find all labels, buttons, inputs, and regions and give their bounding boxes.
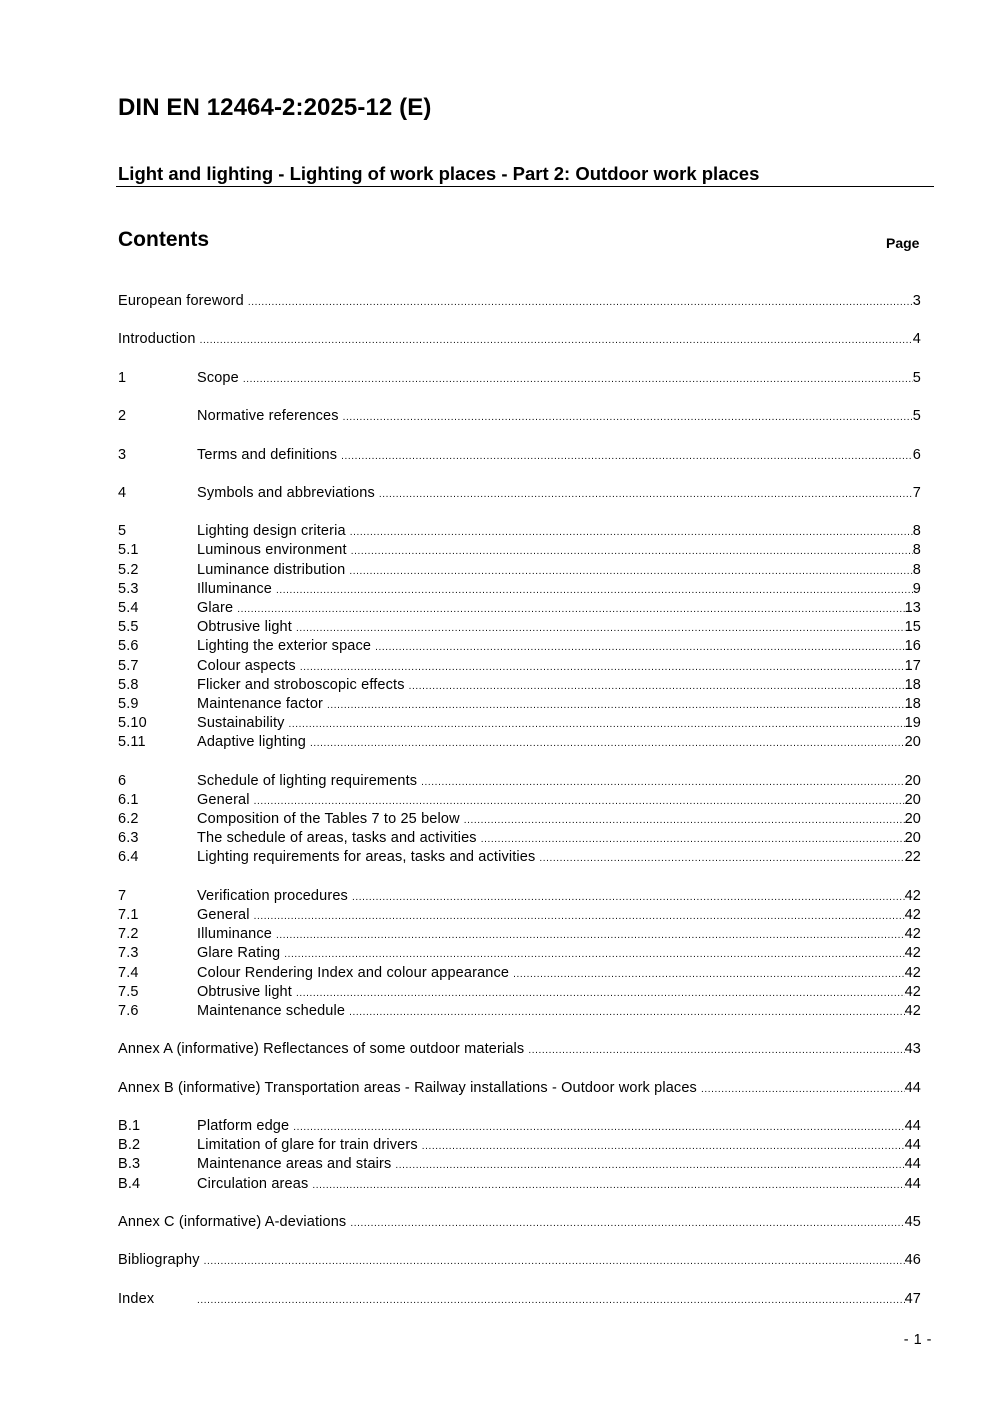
toc-entry-page: 13 — [904, 600, 921, 616]
toc-entry-title: Platform edge — [197, 1118, 290, 1135]
toc-entry-page: 15 — [904, 619, 921, 636]
toc-dot-leader — [312, 1176, 904, 1194]
toc-entry-page: 47 — [904, 1290, 921, 1307]
toc-entry[interactable] — [118, 561, 921, 580]
toc-entry-title: Schedule of lighting requirements — [197, 772, 418, 789]
toc-entry[interactable] — [118, 1251, 921, 1270]
toc-entry[interactable] — [118, 1175, 921, 1194]
toc-entry[interactable] — [118, 541, 921, 560]
toc-dot-leader — [352, 888, 905, 906]
toc-entry[interactable] — [118, 810, 921, 829]
toc-entry-page: 44 — [904, 1118, 921, 1135]
toc-entry-number: B.2 — [118, 1137, 141, 1154]
toc-entry-number: 6.4 — [118, 849, 139, 866]
toc-entry-title: Composition of the Tables 7 to 25 below — [197, 811, 460, 828]
toc-entry-page: 46 — [904, 1252, 921, 1269]
toc-entry[interactable] — [118, 1079, 921, 1098]
toc-entry-page: 8 — [912, 561, 921, 578]
toc-entry[interactable] — [118, 772, 921, 791]
toc-entry-number: 5.6 — [118, 638, 139, 655]
toc-dot-leader — [701, 1080, 905, 1098]
toc-entry-page: 20 — [904, 772, 921, 789]
toc-entry-page: 8 — [912, 523, 921, 540]
toc-dot-leader — [310, 734, 905, 752]
toc-entry-number: 6 — [118, 772, 127, 789]
toc-entry-title: Terms and definitions — [197, 446, 338, 463]
toc-entry-title: Flicker and stroboscopic effects — [197, 676, 405, 693]
toc-dot-leader — [254, 792, 905, 810]
toc-entry-title: Verification procedures — [197, 887, 348, 904]
toc-entry-page: 44 — [904, 1175, 921, 1192]
toc-entry-number: 7.1 — [118, 907, 139, 923]
toc-entry-page: 19 — [904, 715, 921, 732]
toc-entry-page: 42 — [904, 926, 921, 943]
toc-entry[interactable] — [118, 637, 921, 656]
toc-dot-leader — [481, 830, 905, 848]
toc-entry-number: 7.4 — [118, 964, 139, 981]
toc-entry-title: Glare — [197, 600, 234, 616]
toc-dot-leader — [379, 485, 913, 503]
toc-entry-page: 20 — [904, 734, 921, 751]
toc-entry[interactable] — [118, 330, 921, 349]
toc-entry[interactable] — [118, 925, 921, 944]
toc-entry-page: 3 — [912, 293, 921, 309]
toc-entry-title: General — [197, 907, 250, 923]
toc-entry-title: Scope — [197, 369, 239, 386]
toc-dot-leader — [293, 1118, 904, 1136]
toc-entry-page: 44 — [904, 1079, 921, 1096]
toc-entry-number: 5.7 — [118, 657, 139, 674]
toc-dot-leader — [296, 984, 905, 1002]
toc-entry-page: 20 — [904, 791, 921, 808]
toc-entry[interactable] — [118, 944, 921, 963]
toc-entry[interactable] — [118, 733, 921, 752]
toc-entry-title: Introduction — [118, 331, 196, 348]
toc-dot-leader — [351, 542, 913, 560]
toc-dot-leader — [197, 1291, 905, 1309]
toc-entry-page: 42 — [904, 964, 921, 981]
toc-entry-title: Bibliography — [118, 1252, 200, 1269]
toc-dot-leader — [513, 965, 904, 983]
toc-entry[interactable] — [118, 887, 921, 906]
toc-entry-page: 42 — [904, 945, 921, 962]
toc-entry-page: 8 — [912, 542, 921, 559]
toc-dot-leader — [422, 1137, 905, 1155]
toc-entry-page: 18 — [904, 695, 921, 712]
toc-entry-page: 7 — [912, 484, 921, 501]
toc-entry-page: 9 — [912, 580, 921, 597]
page-number: - 1 - — [903, 1332, 932, 1348]
toc-entry[interactable] — [118, 446, 921, 465]
toc-entry-title: Colour Rendering Index and colour appearance — [197, 964, 510, 981]
toc-entry-number: 5.3 — [118, 580, 139, 597]
toc-entry-title: Obtrusive light — [197, 983, 292, 1000]
toc-dot-leader — [375, 638, 904, 656]
toc-entry-title: Adaptive lighting — [197, 734, 306, 751]
toc-entry[interactable] — [118, 695, 921, 714]
toc-entry[interactable] — [118, 1002, 921, 1021]
toc-dot-leader — [243, 370, 913, 388]
toc-entry-page: 17 — [904, 657, 921, 674]
toc-entry-title: Luminance distribution — [197, 561, 346, 578]
toc-entry[interactable] — [118, 1040, 921, 1059]
toc-entry[interactable] — [118, 369, 921, 388]
toc-entry-number: 5.8 — [118, 676, 139, 693]
toc-entry-page: 18 — [904, 676, 921, 693]
toc-entry-title: Lighting requirements for areas, tasks and activities — [197, 849, 536, 866]
toc-entry-number: 4 — [118, 484, 127, 501]
toc-entry-title: Sustainability — [197, 715, 285, 732]
toc-entry-number: 3 — [118, 446, 127, 463]
toc-entry[interactable] — [118, 791, 921, 810]
toc-entry-number: 5.5 — [118, 619, 139, 636]
toc-entry-page: 42 — [904, 907, 921, 923]
toc-entry[interactable] — [118, 407, 921, 426]
toc-entry-page: 16 — [904, 638, 921, 655]
toc-entry-title: Limitation of glare for train drivers — [197, 1137, 418, 1154]
title-underline — [116, 186, 934, 187]
toc-entry[interactable] — [118, 599, 921, 618]
toc-entry-number: 7.2 — [118, 926, 139, 943]
toc-dot-leader — [421, 773, 904, 791]
toc-entry-title: Symbols and abbreviations — [197, 484, 375, 501]
toc-entry-page: 20 — [904, 811, 921, 828]
toc-entry-number: 6.2 — [118, 811, 139, 828]
toc-entry[interactable] — [118, 1290, 921, 1309]
toc-entry-page: 44 — [904, 1137, 921, 1154]
toc-dot-leader — [289, 715, 905, 733]
toc-dot-leader — [350, 523, 913, 541]
toc-dot-leader — [349, 562, 912, 580]
toc-entry-title: The schedule of areas, tasks and activities — [197, 830, 477, 847]
page-column-heading: Page — [886, 235, 920, 251]
toc-entry-title: Colour aspects — [197, 657, 296, 674]
toc-entry[interactable] — [118, 484, 921, 503]
toc-dot-leader — [237, 600, 904, 618]
toc-entry-number: 5.2 — [118, 561, 139, 578]
toc-entry-title: General — [197, 791, 250, 808]
toc-entry-number: 6.1 — [118, 791, 139, 808]
toc-entry-number: 7 — [118, 887, 127, 904]
toc-entry-title: Lighting the exterior space — [197, 638, 372, 655]
toc-entry-title: Normative references — [197, 408, 339, 425]
toc-dot-leader — [204, 1252, 905, 1270]
toc-dot-leader — [254, 907, 905, 925]
toc-entry-number: 5.11 — [118, 734, 146, 751]
toc-entry-page: 4 — [912, 331, 921, 348]
toc-entry-page: 20 — [904, 830, 921, 847]
toc-dot-leader — [300, 658, 905, 676]
toc-entry[interactable] — [118, 848, 921, 867]
toc-dot-leader — [327, 696, 905, 714]
toc-entry-title: Illuminance — [197, 926, 272, 943]
toc-dot-leader — [464, 811, 905, 829]
toc-dot-leader — [343, 408, 913, 426]
toc-entry-page: 6 — [912, 446, 921, 463]
toc-entry-number: B.3 — [118, 1156, 141, 1173]
toc-entry-title: Luminous environment — [197, 542, 347, 559]
toc-entry[interactable] — [118, 1117, 921, 1136]
toc-entry-title: Annex A (informative) Reflectances of some outdoor materials — [118, 1041, 525, 1058]
toc-entry-number: 1 — [118, 369, 127, 386]
toc-dot-leader — [296, 619, 905, 637]
toc-entry[interactable] — [118, 1136, 921, 1155]
document-title: Light and lighting - Lighting of work places - Part 2: Outdoor work places — [118, 163, 760, 184]
toc-dot-leader — [276, 926, 905, 944]
toc-entry-page: 5 — [912, 369, 921, 386]
toc-entry-page: 42 — [904, 1002, 921, 1019]
toc-dot-leader — [284, 945, 904, 963]
toc-entry-number: 6.3 — [118, 830, 139, 847]
toc-dot-leader — [349, 1003, 904, 1021]
toc-entry-page: 22 — [904, 849, 921, 866]
toc-entry-page: 43 — [904, 1041, 921, 1058]
toc-entry-number: 5.4 — [118, 600, 139, 616]
toc-entry-title: Maintenance schedule — [197, 1002, 346, 1019]
toc-entry-number: 7.6 — [118, 1002, 139, 1019]
toc-entry-title: Illuminance — [197, 580, 272, 597]
toc-entry-title: Annex B (informative) Transportation areas - Railway installations - Outdoor work places — [118, 1079, 697, 1096]
toc-dot-leader — [341, 447, 913, 465]
toc-dot-leader — [276, 581, 913, 599]
toc-dot-leader — [200, 331, 913, 349]
toc-entry[interactable] — [118, 964, 921, 983]
toc-entry-number: 7.3 — [118, 945, 139, 962]
toc-entry-page: 44 — [904, 1156, 921, 1173]
document-id: DIN EN 12464-2:2025-12 (E) — [118, 94, 432, 121]
toc-entry-title: European foreword — [118, 293, 244, 309]
table-of-contents — [118, 292, 921, 1309]
toc-entry-title: Annex C (informative) A-deviations — [118, 1214, 347, 1230]
toc-entry[interactable] — [118, 714, 921, 733]
toc-entry-page: 42 — [904, 983, 921, 1000]
toc-entry[interactable] — [118, 580, 921, 599]
toc-entry-number: 7.5 — [118, 983, 139, 1000]
toc-dot-leader — [539, 849, 904, 867]
toc-entry-page: 42 — [904, 887, 921, 904]
toc-entry-number: 2 — [118, 408, 127, 425]
toc-entry-title: Circulation areas — [197, 1175, 309, 1192]
toc-entry[interactable] — [118, 657, 921, 676]
toc-dot-leader — [409, 677, 905, 695]
toc-entry-number: 5.1 — [118, 542, 139, 559]
toc-entry-number: B.1 — [118, 1118, 141, 1135]
toc-dot-leader — [248, 293, 913, 311]
toc-entry-page: 45 — [904, 1214, 921, 1230]
toc-entry-title: Index — [118, 1290, 155, 1307]
toc-entry[interactable] — [118, 522, 921, 541]
toc-entry-number: 5 — [118, 523, 127, 540]
contents-heading: Contents — [118, 228, 209, 251]
toc-entry[interactable] — [118, 829, 921, 848]
toc-entry-number: 5.9 — [118, 695, 139, 712]
toc-entry-title: Obtrusive light — [197, 619, 292, 636]
toc-entry-title: Lighting design criteria — [197, 523, 346, 540]
toc-entry[interactable] — [118, 618, 921, 637]
toc-dot-leader — [528, 1041, 904, 1059]
toc-entry-number: B.4 — [118, 1175, 141, 1192]
toc-entry[interactable] — [118, 1213, 921, 1232]
toc-entry-page: 5 — [912, 408, 921, 425]
toc-entry-title: Glare Rating — [197, 945, 281, 962]
toc-entry[interactable] — [118, 983, 921, 1002]
toc-dot-leader — [395, 1156, 904, 1174]
toc-entry-title: Maintenance factor — [197, 695, 324, 712]
toc-entry-title: Maintenance areas and stairs — [197, 1156, 392, 1173]
toc-dot-leader — [350, 1214, 904, 1232]
toc-entry[interactable] — [118, 676, 921, 695]
toc-entry[interactable] — [118, 1155, 921, 1174]
toc-entry[interactable] — [118, 906, 921, 925]
toc-entry[interactable] — [118, 292, 921, 311]
toc-entry-number: 5.10 — [118, 715, 147, 732]
